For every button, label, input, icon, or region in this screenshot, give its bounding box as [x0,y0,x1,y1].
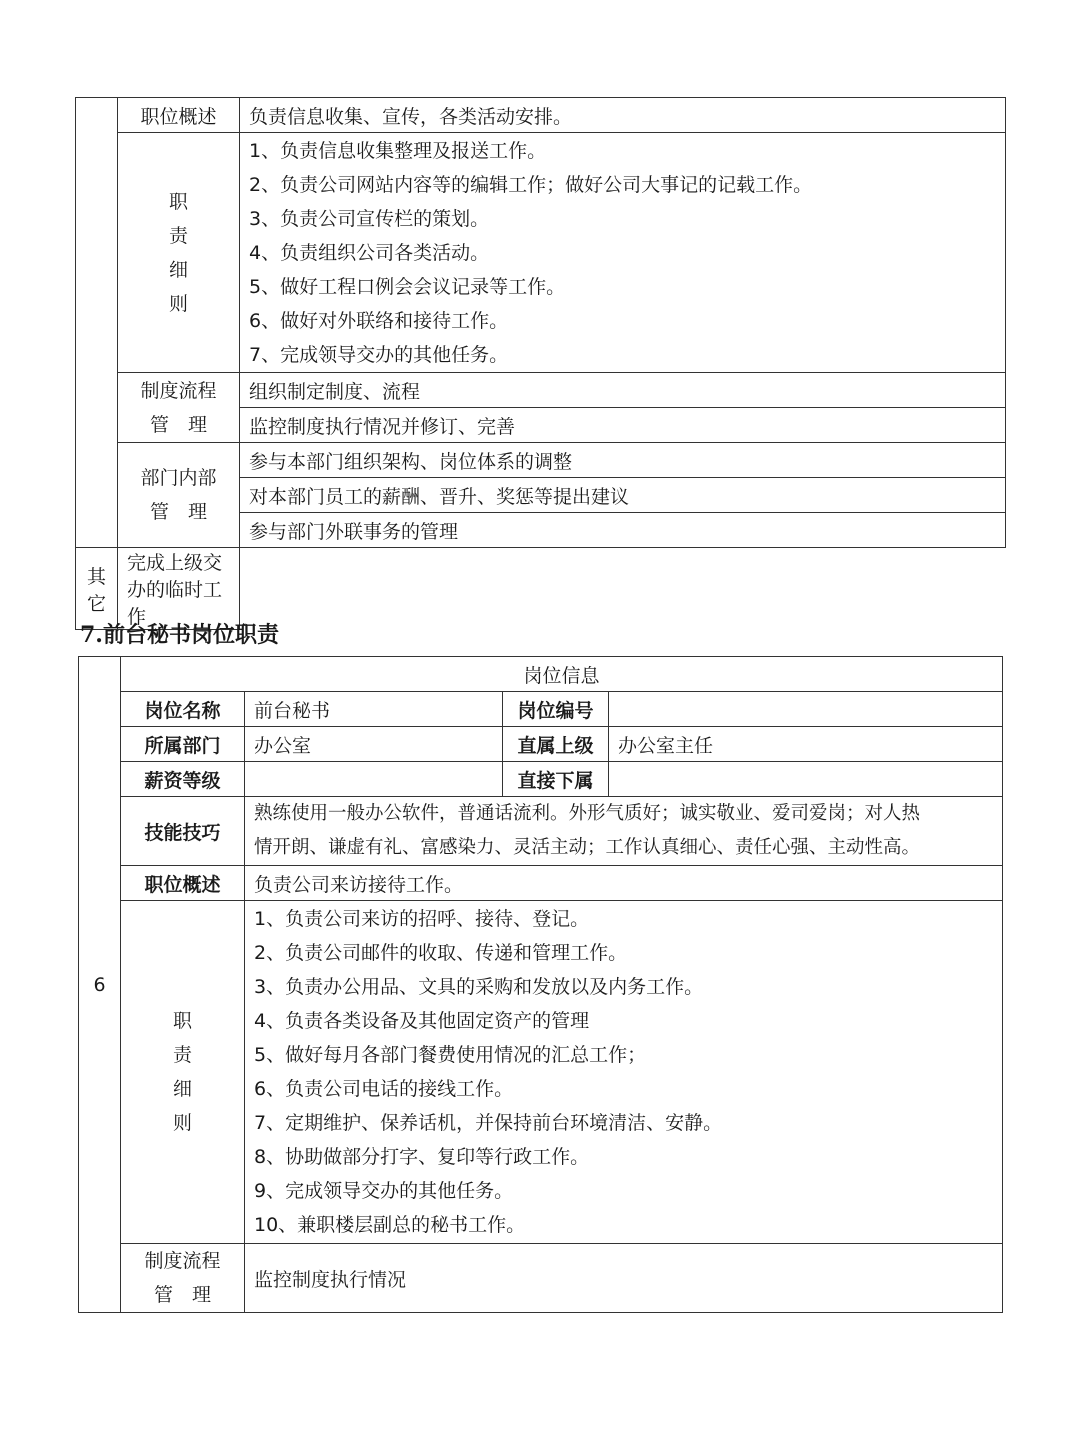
overview-value: 负责公司来访接待工作。 [245,866,1003,901]
list-item: 9、完成领导交办的其他任务。 [254,1180,514,1202]
subordinate-value [609,762,1003,797]
name-value: 前台秘书 [245,692,503,727]
list-item: 6、做好对外联络和接待工作。 [249,309,509,332]
section-header: 岗位信息 [121,657,1003,692]
list-item: 7、定期维护、保养话机，并保持前台环境清洁、安静。 [254,1112,723,1134]
skills-value: 熟练使用一般办公软件，普通话流利。外形气质好；诚实敬业、爱司爱岗；对人热 情开朗、谦虚有礼、富感染力、灵活主动；工作认真细心、责任心强、主动性高。 [245,797,1003,866]
list-item: 5、做好每月各部门餐费使用情况的汇总工作； [254,1044,647,1066]
list-item: 4、负责各类设备及其他固定资产的管理 [254,1010,590,1032]
duties-label: 职 责 细 则 [118,133,240,373]
process-item: 监控制度执行情况并修订、完善 [240,408,1006,443]
section-heading: 7.前台秘书岗位职责 [80,622,279,648]
list-item: 1、负责信息收集整理及报送工作。 [249,139,547,162]
process-item: 组织制定制度、流程 [240,373,1006,408]
list-item: 8、协助做部分打字、复印等行政工作。 [254,1146,590,1168]
dept-label: 部门内部 管 理 [118,443,240,548]
salary-value [245,762,503,797]
list-item: 4、负责组织公司各类活动。 [249,241,490,264]
overview-label: 职位概述 [121,866,245,901]
job-table-2 [78,656,1003,1313]
list-item: 3、负责公司宣传栏的策划。 [249,207,490,230]
code-label: 岗位编号 [503,692,609,727]
list-item: 6、负责公司电话的接线工作。 [254,1078,514,1100]
dept-item: 参与部门外联事务的管理 [240,513,1006,548]
list-item: 10、兼职楼层副总的秘书工作。 [254,1214,526,1236]
list-item: 2、负责公司网站内容等的编辑工作；做好公司大事记的记载工作。 [249,173,813,196]
overview-label: 职位概述 [118,98,240,133]
dept-label: 所属部门 [121,727,245,762]
duties-list [240,133,1006,373]
list-item: 1、负责公司来访的招呼、接待、登记。 [254,908,590,930]
dept-item: 对本部门员工的薪酬、晋升、奖惩等提出建议 [240,478,1006,513]
list-item: 5、做好工程口例会会议记录等工作。 [249,275,566,298]
dept-value: 办公室 [245,727,503,762]
dept-item: 参与本部门组织架构、岗位体系的调整 [240,443,1006,478]
other-label: 其 它 [76,548,118,630]
salary-label: 薪资等级 [121,762,245,797]
name-label: 岗位名称 [121,692,245,727]
row-number: 6 [79,657,121,1313]
list-item: 2、负责公司邮件的收取、传递和管理工作。 [254,942,628,964]
subordinate-label: 直接下属 [503,762,609,797]
duties-label: 职 责 细 则 [121,901,245,1244]
row-number-cell [76,98,118,548]
code-value [609,692,1003,727]
duties-list [245,901,1003,1244]
process-label: 制度流程 管 理 [118,373,240,443]
other-value: 完成上级交办的临时工作 [118,548,240,630]
job-table-1 [75,97,1006,630]
list-item: 7、完成领导交办的其他任务。 [249,343,509,366]
process-label: 制度流程 管 理 [121,1244,245,1313]
superior-label: 直属上级 [503,727,609,762]
overview-value: 负责信息收集、宣传，各类活动安排。 [240,98,1006,133]
process-value: 监控制度执行情况 [245,1244,1003,1313]
superior-value: 办公室主任 [609,727,1003,762]
skills-label: 技能技巧 [121,797,245,866]
list-item: 3、负责办公用品、文具的采购和发放以及内务工作。 [254,976,704,998]
